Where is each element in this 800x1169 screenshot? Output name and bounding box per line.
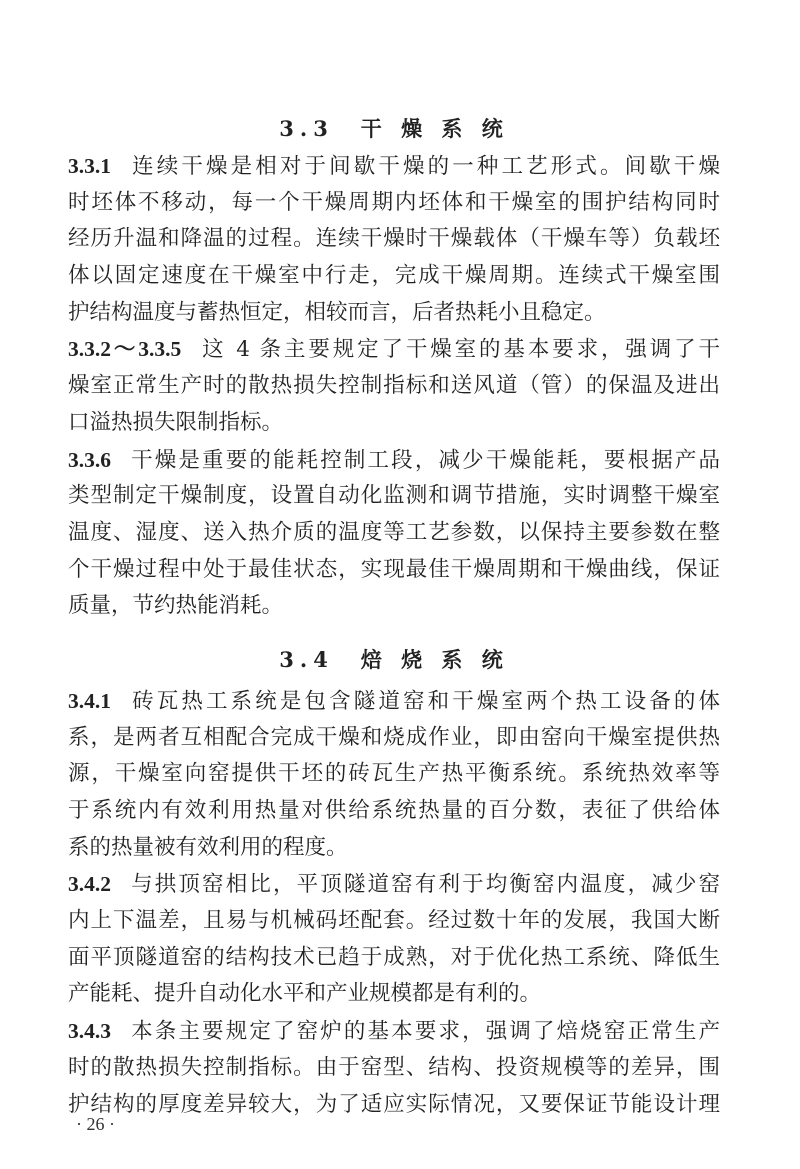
clause-number: 3.4.2 (68, 872, 111, 897)
clause-paragraph (68, 1013, 720, 1123)
text-line (68, 940, 720, 977)
text-line (68, 331, 720, 368)
line-text: 干燥是重要的能耗控制工段，减少干燥能耗，要根据产品 (129, 447, 720, 473)
page-number: · 26 · (76, 1114, 115, 1134)
text-line (68, 478, 720, 515)
line-text: 质量，节约热能消耗。 (68, 593, 284, 619)
text-line (68, 793, 720, 830)
line-text: 产能耗、提升自动化水平和产业规模都是有利的。 (68, 981, 542, 1007)
line-text: 砖瓦热工系统是包含隧道窑和干燥室两个热工设备的体 (129, 688, 720, 714)
clause-number: 3.3.6 (68, 447, 111, 472)
line-text: 口溢热损失限制指标。 (68, 409, 284, 435)
line-text: 系的热量被有效利用的程度。 (68, 834, 348, 860)
clause-number: 3.3.2～3.3.5 (68, 337, 182, 362)
text-line (68, 221, 720, 258)
line-text: 经历升温和降温的过程。连续干燥时干燥载体（干燥车等）负载坯 (68, 226, 720, 252)
clause-paragraph (68, 442, 720, 625)
text-line (68, 1013, 720, 1050)
line-text: 时坯体不移动，每一个干燥周期内坯体和干燥室的围护结构同时 (68, 189, 720, 215)
text-line (68, 1087, 720, 1124)
line-text: 护结构的厚度差异较大，为了适应实际情况，又要保证节能设计理 (68, 1091, 720, 1117)
clause-number: 3.4.1 (68, 688, 111, 713)
text-line (68, 405, 720, 442)
line-text: 燥室正常生产时的散热损失控制指标和送风道（管）的保温及进出 (68, 373, 720, 399)
text-line (68, 442, 720, 479)
text-line (68, 185, 720, 222)
line-text: 本条主要规定了窑炉的基本要求，强调了焙烧窑正常生产 (129, 1019, 720, 1045)
text-line (68, 866, 720, 903)
line-text: 护结构温度与蓄热恒定，相较而言，后者热耗小且稳定。 (68, 299, 606, 325)
text-line (68, 588, 720, 625)
text-line (68, 976, 720, 1013)
text-line (68, 258, 720, 295)
line-text: 体以固定速度在干燥室中行走，完成干燥周期。连续式干燥室围 (68, 263, 720, 289)
text-line (68, 295, 720, 332)
section-heading: 3.3 干 燥 系 统 (279, 116, 509, 141)
clause-number: 3.4.3 (68, 1019, 111, 1044)
line-text: 系，是两者互相配合完成干燥和烧成作业，即由窑向干燥室提供热 (68, 724, 720, 750)
line-text: 内上下温差，且易与机械码坯配套。经过数十年的发展，我国大断 (68, 908, 720, 934)
text-line (68, 515, 720, 552)
clause-paragraph (68, 683, 720, 866)
text-line (68, 148, 720, 185)
section-heading: 3.4 焙 烧 系 统 (279, 646, 509, 672)
line-text: 面平顶隧道窑的结构技术已趋于成熟，对于优化热工系统、降低生 (68, 944, 720, 970)
line-text: 温度、湿度、送入热介质的温度等工艺参数，以保持主要参数在整 (68, 519, 720, 545)
line-text: 时的散热损失控制指标。由于窑型、结构、投资规模等的差异，围 (68, 1054, 720, 1080)
text-line (68, 720, 720, 757)
text-line (68, 1050, 720, 1087)
text-line (68, 683, 720, 720)
line-text: 与拱顶窑相比，平顶隧道窑有利于均衡窑内温度，减少窑 (129, 872, 720, 898)
clause-paragraph (68, 331, 720, 441)
line-text: 于系统内有效利用热量对供给系统热量的百分数，表征了供给体 (68, 798, 720, 823)
text-line (68, 552, 720, 589)
line-text: 这 4 条主要规定了干燥室的基本要求，强调了干 (199, 337, 720, 363)
line-text: 类型制定干燥制度，设置自动化监测和调节措施，实时调整干燥室 (68, 483, 720, 509)
clause-number: 3.3.1 (68, 154, 111, 178)
text-line (68, 903, 720, 940)
clause-paragraph (68, 148, 720, 331)
line-text: 连续干燥是相对于间歇干燥的一种工艺形式。间歇干燥 (129, 154, 720, 179)
clause-paragraph (68, 866, 720, 1013)
text-line (68, 756, 720, 793)
line-text: 源，干燥室向窑提供干坯的砖瓦生产热平衡系统。系统热效率等 (68, 761, 720, 787)
text-line (68, 830, 720, 867)
line-text: 个干燥过程中处于最佳状态，实现最佳干燥周期和干燥曲线，保证 (68, 556, 720, 582)
text-line (68, 368, 720, 405)
document-page (68, 110, 720, 1123)
